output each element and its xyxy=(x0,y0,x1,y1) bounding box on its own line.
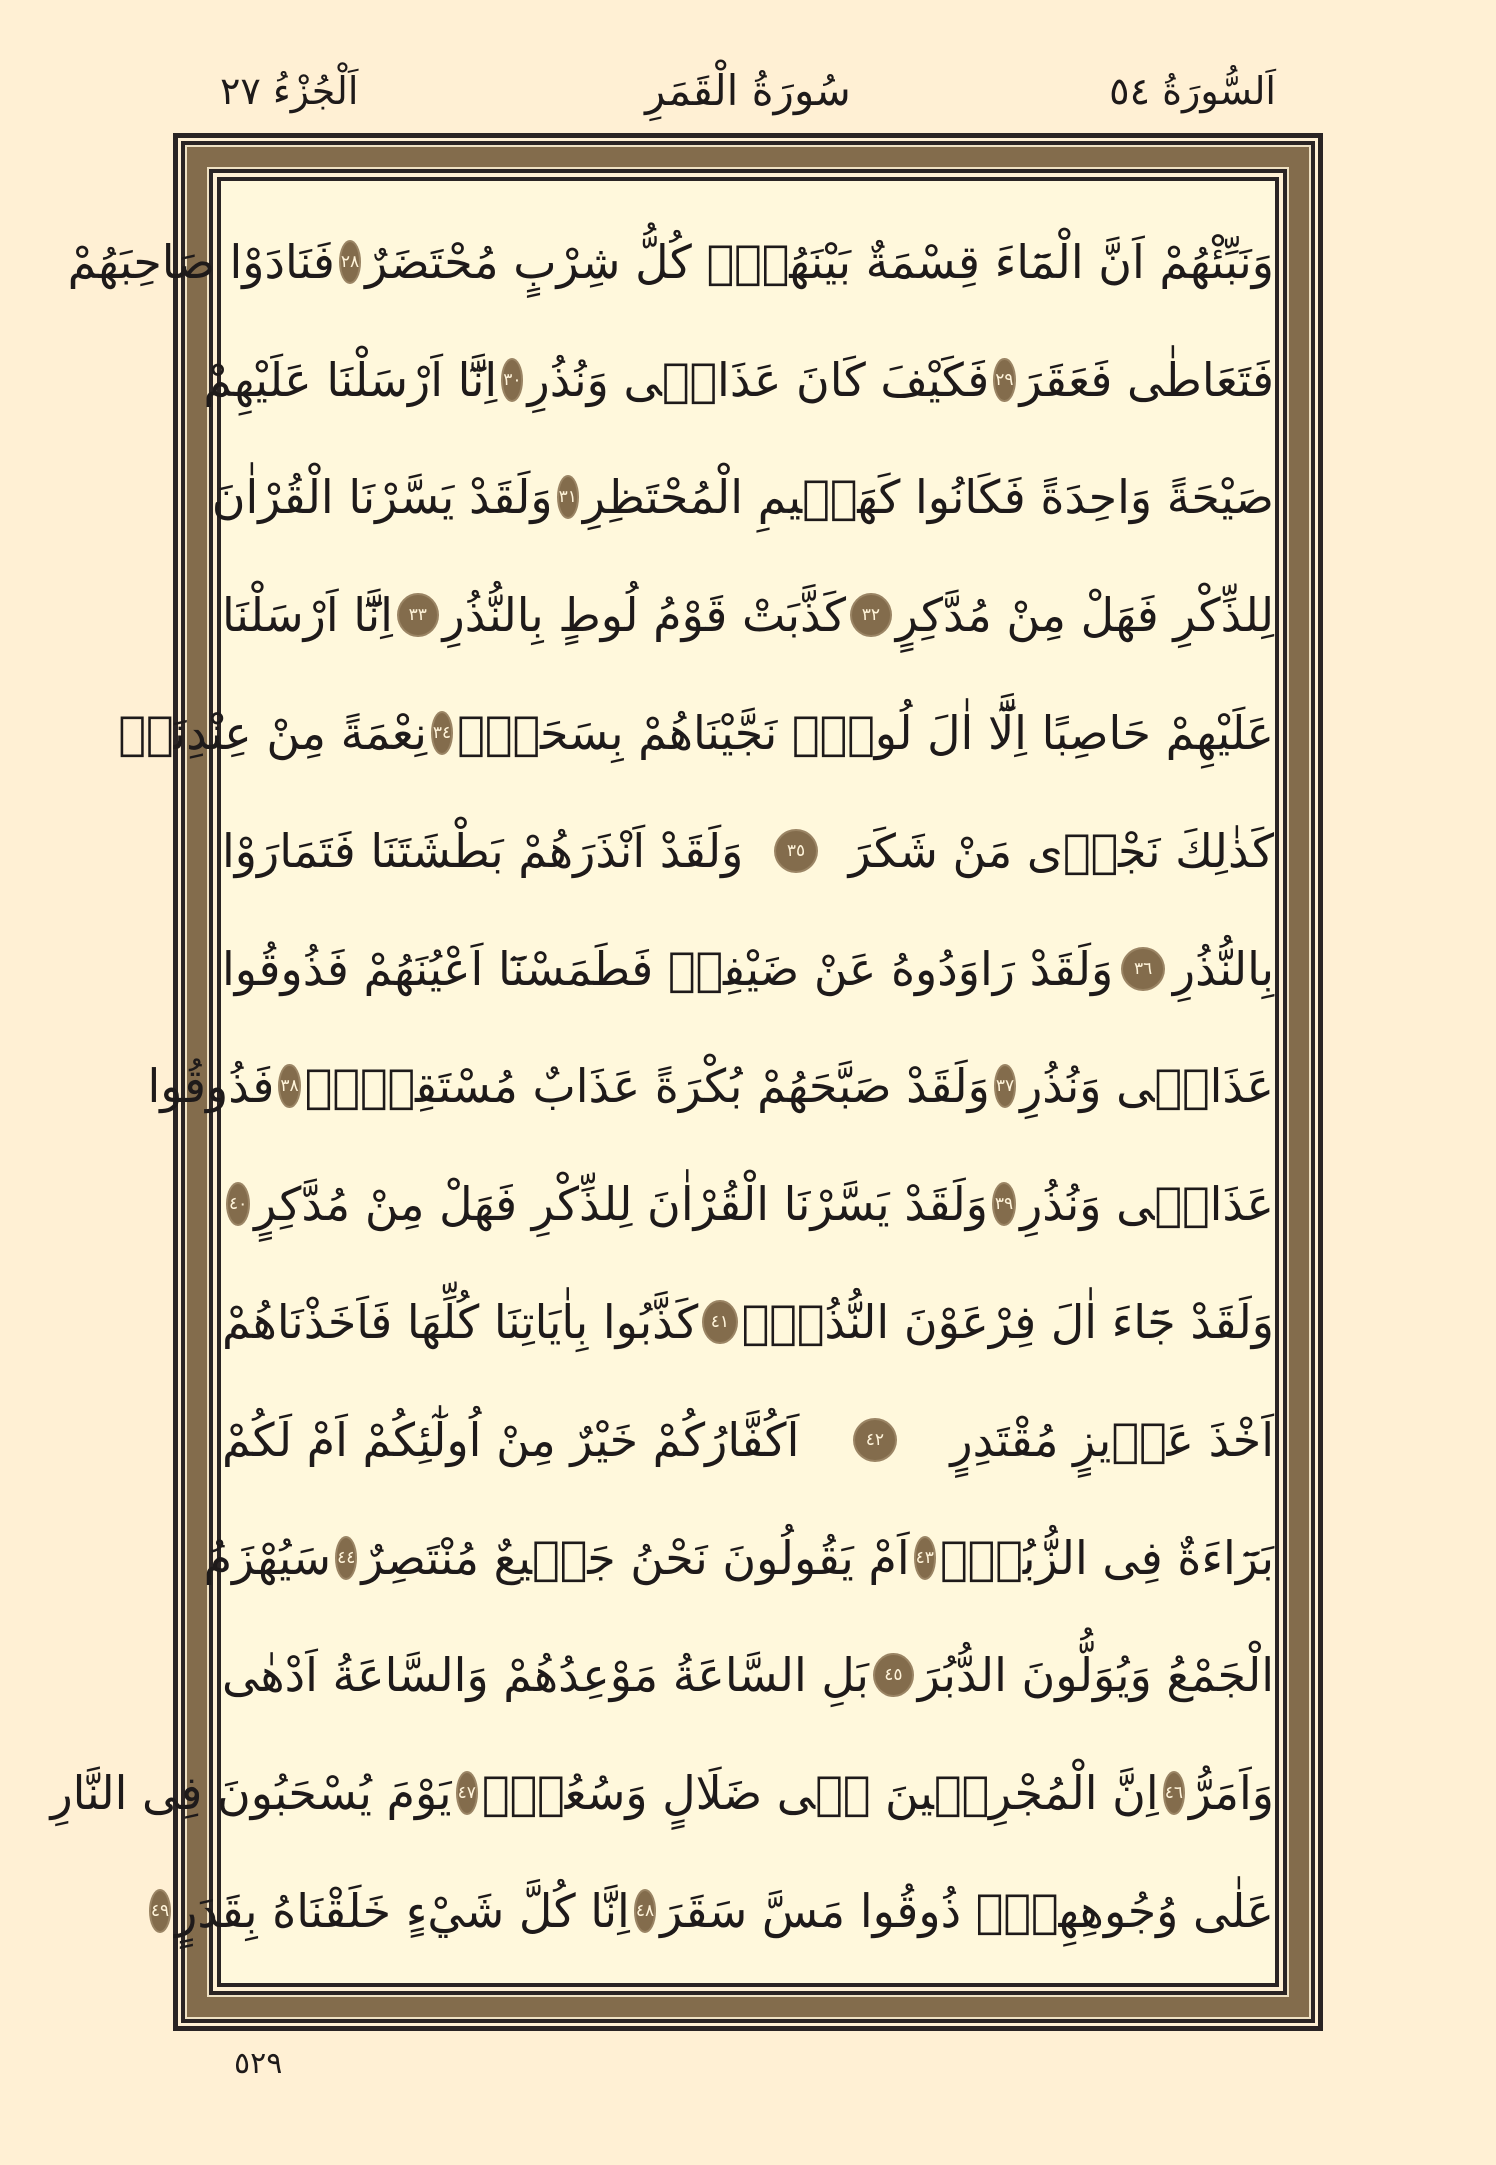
verse-text: سَيُهْزَمُ xyxy=(203,1530,332,1585)
text-line xyxy=(147,1028,1274,1146)
verse-text: وَلَقَدْ جَٓاءَ اٰلَ فِرْعَوْنَ النُّذُرُۚ xyxy=(741,1295,1274,1350)
verse-text: وَاَمَرُّ xyxy=(1188,1766,1274,1821)
text-line xyxy=(222,792,1274,910)
text-line xyxy=(118,674,1274,792)
verse-text: اِنَّا كُلَّ شَيْءٍ خَلَقْنَاهُ بِقَدَرٍ xyxy=(175,1884,630,1939)
surah-title: سُورَةُ الْقَمَرِ xyxy=(645,66,851,115)
verse-text: كَذَّبُوا بِاٰيَاتِنَا كُلِّهَا فَاَخَذْنَاهُمْ xyxy=(222,1295,699,1350)
verse-number-marker-icon: ٣٠ xyxy=(503,360,521,400)
verse-text: عَذَابٖى وَنُذُرِ xyxy=(1020,1177,1274,1232)
text-line xyxy=(150,1852,1274,1970)
verse-text: صَيْحَةً وَاحِدَةً فَكَانُوا كَهَشٖيمِ الْمُحْتَظِرِ xyxy=(582,470,1274,525)
text-line xyxy=(222,1381,1274,1499)
verse-text: عَلَيْهِمْ حَاصِبًا اِلَّٓا اٰلَ لُوطٍۜ نَجَّيْنَاهُمْ بِسَحَرٍۙ xyxy=(457,706,1274,761)
verse-text: عَذَابٖى وَنُذُرِ xyxy=(1020,1059,1274,1114)
verse-text: وَلَقَدْ صَبَّحَهُمْ بُكْرَةً عَذَابٌ مُسْتَقِرٌّۚ xyxy=(304,1059,990,1114)
verse-number-marker-icon: ٣٩ xyxy=(994,1184,1014,1224)
text-line xyxy=(222,1263,1274,1381)
verse-text: يَوْمَ يُسْحَبُونَ فِى النَّارِ xyxy=(50,1766,452,1821)
verse-text: اَمْ يَقُولُونَ نَحْنُ جَمٖيعٌ مُنْتَصِرٌ xyxy=(361,1530,910,1585)
verse-text: وَلَقَدْ يَسَّرْنَا الْقُرْاٰنَ xyxy=(211,470,553,525)
verse-number-marker-icon: ٢٨ xyxy=(341,242,359,282)
verse-text: وَلَقَدْ رَاوَدُوهُ عَنْ ضَيْفِهٖ فَطَمَسْنَٓا اَعْيُنَهُمْ فَذُوقُوا xyxy=(222,941,1114,996)
verse-number-marker-icon: ٣٣ xyxy=(399,595,437,635)
verse-number-marker-icon: ٤٢ xyxy=(855,1420,895,1460)
text-line xyxy=(222,1617,1274,1735)
verse-text: فَتَعَاطٰى فَعَقَرَ xyxy=(1019,352,1274,407)
verse-text: فَذُوقُوا xyxy=(147,1059,275,1114)
verse-number-marker-icon: ٢٩ xyxy=(995,360,1013,400)
verse-text: نِعْمَةً مِنْ عِنْدِنَاۜ xyxy=(118,706,427,761)
verse-number-marker-icon: ٣٦ xyxy=(1123,949,1163,989)
verse-text: الْجَمْعُ وَيُوَلُّونَ الدُّبُرَ xyxy=(917,1648,1274,1703)
verse-number-marker-icon: ٣٢ xyxy=(852,595,890,635)
verse-number-marker-icon: ٤١ xyxy=(704,1302,735,1342)
text-line xyxy=(222,1145,1274,1263)
verse-text: اِنَّٓا اَرْسَلْنَا xyxy=(222,588,393,643)
verse-text: اِنَّٓا اَرْسَلْنَا عَلَيْهِمْ xyxy=(203,352,498,407)
verse-text: فَكَيْفَ كَانَ عَذَابٖى وَنُذُرِ xyxy=(527,352,990,407)
verse-text: وَلَقَدْ يَسَّرْنَا الْقُرْاٰنَ لِلذِّكْرِ فَهَلْ مِنْ مُدَّكِرٍ xyxy=(254,1177,988,1232)
verse-number-marker-icon: ٤٨ xyxy=(636,1891,654,1931)
text-line xyxy=(67,203,1274,321)
page-number: ٥٢٩ xyxy=(234,2046,283,2081)
quran-text xyxy=(50,203,1274,1970)
verse-text: بَرَٓاءَةٌ فِى الزُّبُرِۚ xyxy=(939,1530,1274,1585)
verse-text: اَخْذَ عَزٖيزٍ مُقْتَدِرٍ xyxy=(950,1412,1274,1467)
verse-number-marker-icon: ٣٤ xyxy=(433,713,451,753)
text-line xyxy=(203,1499,1274,1617)
verse-number-marker-icon: ٤٧ xyxy=(458,1773,476,1813)
verse-text: بِالنُّذُرِ xyxy=(1172,941,1274,996)
verse-text: عَلٰى وُجُوهِهِمْۜ ذُوقُوا مَسَّ سَقَرَ xyxy=(660,1884,1274,1939)
text-line xyxy=(222,556,1274,674)
verse-number-marker-icon: ٣٥ xyxy=(776,831,816,871)
verse-text: وَنَبِّئْهُمْ اَنَّ الْمَٓاءَ قِسْمَةٌ بَيْنَهُمْۚ كُلُّ شِرْبٍ مُحْتَضَرٌ xyxy=(365,234,1274,289)
verse-number-marker-icon: ٣٧ xyxy=(996,1066,1014,1106)
text-line xyxy=(211,439,1274,557)
verse-text: اِنَّ الْمُجْرِمٖينَ فٖى ضَلَالٍ وَسُعُرٍۢ xyxy=(481,1766,1159,1821)
text-line xyxy=(203,321,1274,439)
verse-text: وَلَقَدْ اَنْذَرَهُمْ بَطْشَتَنَا فَتَمَارَوْا xyxy=(222,823,744,878)
juz-label: اَلْجُزْءُ ٢٧ xyxy=(220,69,359,113)
verse-text: اَكُفَّارُكُمْ خَيْرٌ مِنْ اُولٰٓئِكُمْ اَمْ لَكُمْ xyxy=(222,1412,800,1467)
surah-number-label: اَلسُّورَةُ ٥٤ xyxy=(1109,69,1276,113)
verse-number-marker-icon: ٤٣ xyxy=(916,1538,934,1578)
verse-text: كَذٰلِكَ نَجْزٖى مَنْ شَكَرَ xyxy=(848,823,1274,878)
verse-number-marker-icon: ٤٤ xyxy=(337,1538,355,1578)
verse-text: بَلِ السَّاعَةُ مَوْعِدُهُمْ وَالسَّاعَةُ اَدْهٰى xyxy=(222,1648,869,1703)
verse-number-marker-icon: ٣١ xyxy=(559,477,577,517)
verse-text: كَذَّبَتْ قَوْمُ لُوطٍ بِالنُّذُرِ xyxy=(442,588,847,643)
verse-number-marker-icon: ٤٠ xyxy=(228,1184,248,1224)
verse-number-marker-icon: ٤٦ xyxy=(1165,1773,1183,1813)
verse-number-marker-icon: ٤٩ xyxy=(151,1891,169,1931)
text-line xyxy=(222,910,1274,1028)
verse-number-marker-icon: ٤٥ xyxy=(875,1655,912,1695)
verse-text: فَنَادَوْا صَاحِبَهُمْ xyxy=(67,234,335,289)
verse-text: لِلذِّكْرِ فَهَلْ مِنْ مُدَّكِرٍ xyxy=(895,588,1274,643)
verse-number-marker-icon: ٣٨ xyxy=(280,1066,298,1106)
text-line xyxy=(50,1734,1274,1852)
